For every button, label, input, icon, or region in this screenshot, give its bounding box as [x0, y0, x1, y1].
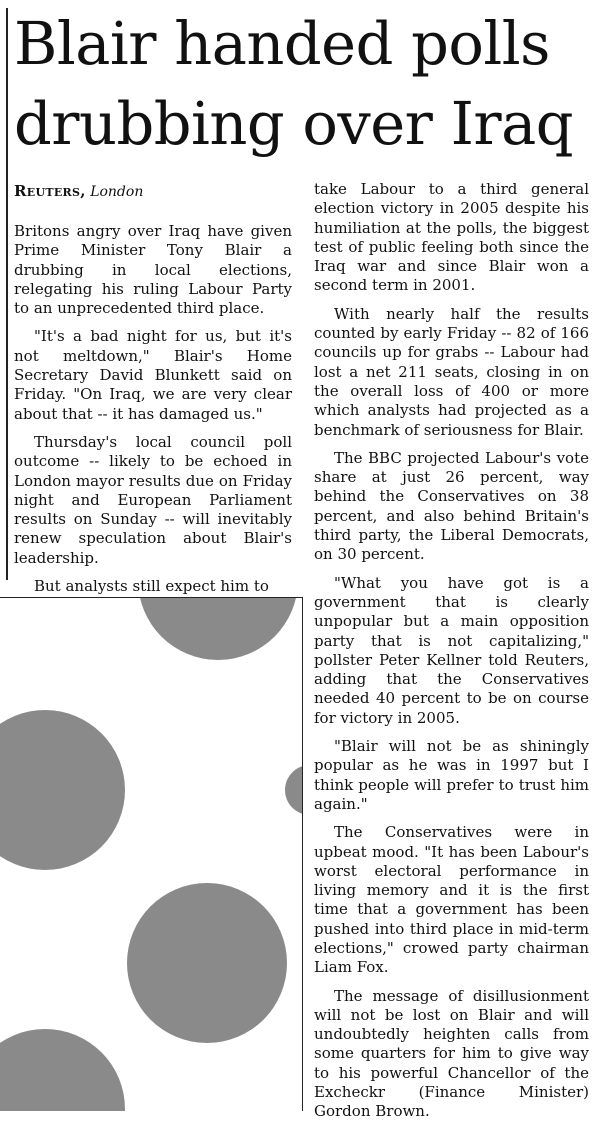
article-paragraph: Britons angry over Iraq have given Prime Minister Tony Blair a drubbing in local elections, relegating his ruling Labour Party to an unprecedented third place.: [14, 222, 292, 318]
column-rule: [6, 8, 8, 580]
article-paragraph: But analysts still expect him to: [34, 577, 269, 596]
article-paragraph: take Labour to a third general election victory in 2005 despite his humiliation at the polls, the biggest test of public feeling both since the Iraq war and since Blair won a second term in 2001.: [314, 180, 589, 295]
headline-line-2: drubbing over Iraq: [14, 89, 574, 158]
article-column-left: [14, 222, 292, 605]
byline-agency: Reuters,: [14, 182, 86, 200]
article-paragraph: The message of disillusionment will not be lost on Blair and will undoubtedly heighten calls from some quarters for him to give way to his powerful Chancellor of the Excheckr (Finance Minister) Gordon Brown.: [314, 986, 589, 1121]
headline-line-1: Blair handed polls: [14, 9, 550, 78]
article-paragraph: With nearly half the results counted by early Friday -- 82 of 166 councils up for grabs -- Labour had lost a net 211 seats, closing in on the overall loss of 400 or more which analysts had projected as a benchmark of seriousness for Blair.: [314, 304, 589, 439]
article-paragraph: "What you have got is a government that is clearly unpopular but a main opposition party that is not capitalizing," pollster Peter Kellner told Reuters, adding that the Conservatives needed 40 percent to be on course for victory in 2005.: [314, 573, 589, 727]
byline-location: London: [90, 184, 144, 200]
article-paragraph: "Blair will not be as shiningly popular as he was in 1997 but I think people will prefer to trust him again.": [314, 737, 589, 813]
byline: [14, 181, 143, 202]
photo-dot: [285, 765, 302, 815]
photo-dot: [0, 1029, 125, 1111]
article-paragraph: Thursday's local council poll outcome -- likely to be echoed in London mayor results due on Friday night and European Parliament results on Sunday -- will inevitably renew speculation about Blair's leadership.: [14, 432, 292, 567]
article-paragraph: The BBC projected Labour's vote share at just 26 percent, way behind the Conservatives on 38 percent, and also behind Britain's third party, the Liberal Democrats, on 30 percent.: [314, 448, 589, 564]
article-paragraph: The Conservatives were in upbeat mood. "It has been Labour's worst electoral performance in living memory and it is the first time that a government has been pushed into third place in mid-term elections," crowed party chairman Liam Fox.: [314, 823, 589, 977]
photo-dot: [138, 598, 298, 660]
photo-dot: [127, 883, 287, 1043]
photo-pattern: [0, 598, 302, 1111]
photo-dot: [0, 710, 125, 870]
article-paragraph: "It's a bad night for us, but it's not meltdown," Blair's Home Secretary David Blunkett said on Friday. "On Iraq, we are very clear about that -- it has damaged us.": [14, 327, 292, 423]
article-column-right: [314, 180, 589, 1131]
photo-placeholder: [0, 597, 303, 1111]
headline: [14, 4, 599, 164]
